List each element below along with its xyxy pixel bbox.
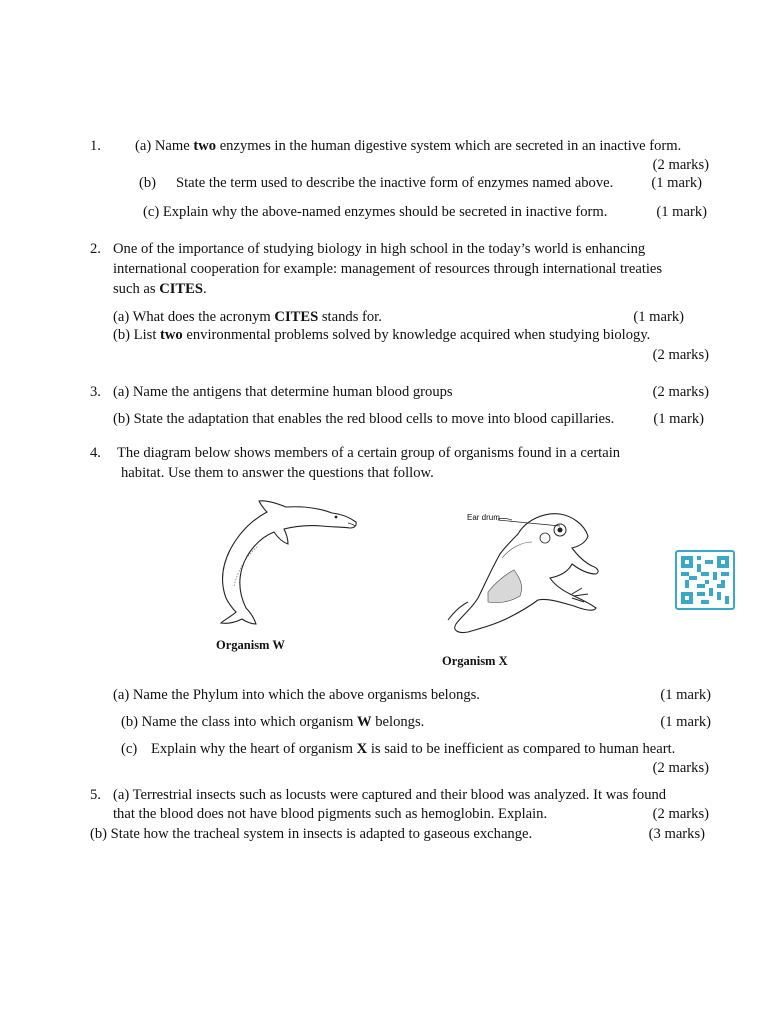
marks: (2 marks) [652,760,709,776]
question-4a: (a) Name the Phylum into which the above organisms belongs. [113,687,480,703]
marks: (3 marks) [648,826,705,842]
marks: (2 marks) [652,157,709,173]
question-5a-line-1: (a) Terrestrial insects such as locusts were captured and their blood was analyzed. It was found [113,787,667,803]
question-4c: Explain why the heart of organism X is said to be inefficient as compared to human heart. [151,741,676,757]
marks: (2 marks) [652,347,709,363]
organism-w-label: Organism W [216,638,285,652]
question-4-line-2: habitat. Use them to answer the questions that follow. [121,465,434,481]
question-5b: (b) State how the tracheal system in insects is adapted to gaseous exchange. [90,826,533,842]
marks: (2 marks) [652,806,709,822]
ear-drum-pointer [498,516,568,530]
question-number: 4. [90,445,101,461]
question-2-line-3: such as CITES. [113,281,207,297]
marks: (1 mark) [660,687,711,703]
dolphin-illustration [214,500,364,628]
part-label: (c) [121,741,138,757]
question-4-line-1: The diagram below shows members of a certain group of organisms found in a certain [117,445,621,461]
question-2-line-1: One of the importance of studying biology in high school in the today’s world is enhancing [113,241,646,257]
question-number: 2. [90,241,101,257]
marks: (1 mark) [660,714,711,730]
marks: (1 mark) [633,309,684,325]
question-4b: (b) Name the class into which organism W belongs. [121,714,425,730]
marks: (2 marks) [652,384,709,400]
question-5a-line-2: that the blood does not have blood pigments such as hemoglobin. Explain. [113,806,548,822]
marks: (1 mark) [656,204,707,220]
question-2a: (a) What does the acronym CITES stands for. [113,309,382,325]
qr-code-icon[interactable] [675,550,735,610]
question-2b: (b) List two environmental problems solved by knowledge acquired when studying biology. [113,327,651,343]
ear-drum-label: Ear drum [467,513,500,522]
question-3b: (b) State the adaptation that enables the red blood cells to move into blood capillaries. [113,411,615,427]
question-1c: (c) Explain why the above-named enzymes should be secreted in inactive form. [143,204,608,220]
marks: (1 mark) [653,411,704,427]
marks: (1 mark) [651,175,702,191]
question-number: 5. [90,787,101,803]
question-1a: (a) Name two enzymes in the human digestive system which are secreted in an inactive form. [135,138,682,154]
question-number: 3. [90,384,101,400]
question-number: 1. [90,138,101,154]
organism-x-label: Organism X [442,654,508,668]
part-label: (b) [139,175,157,191]
question-2-line-2: international cooperation for example: management of resources through international treaties [113,261,663,277]
question-3a: (a) Name the antigens that determine human blood groups [113,384,453,400]
question-1b: State the term used to describe the inactive form of enzymes named above. [176,175,614,191]
